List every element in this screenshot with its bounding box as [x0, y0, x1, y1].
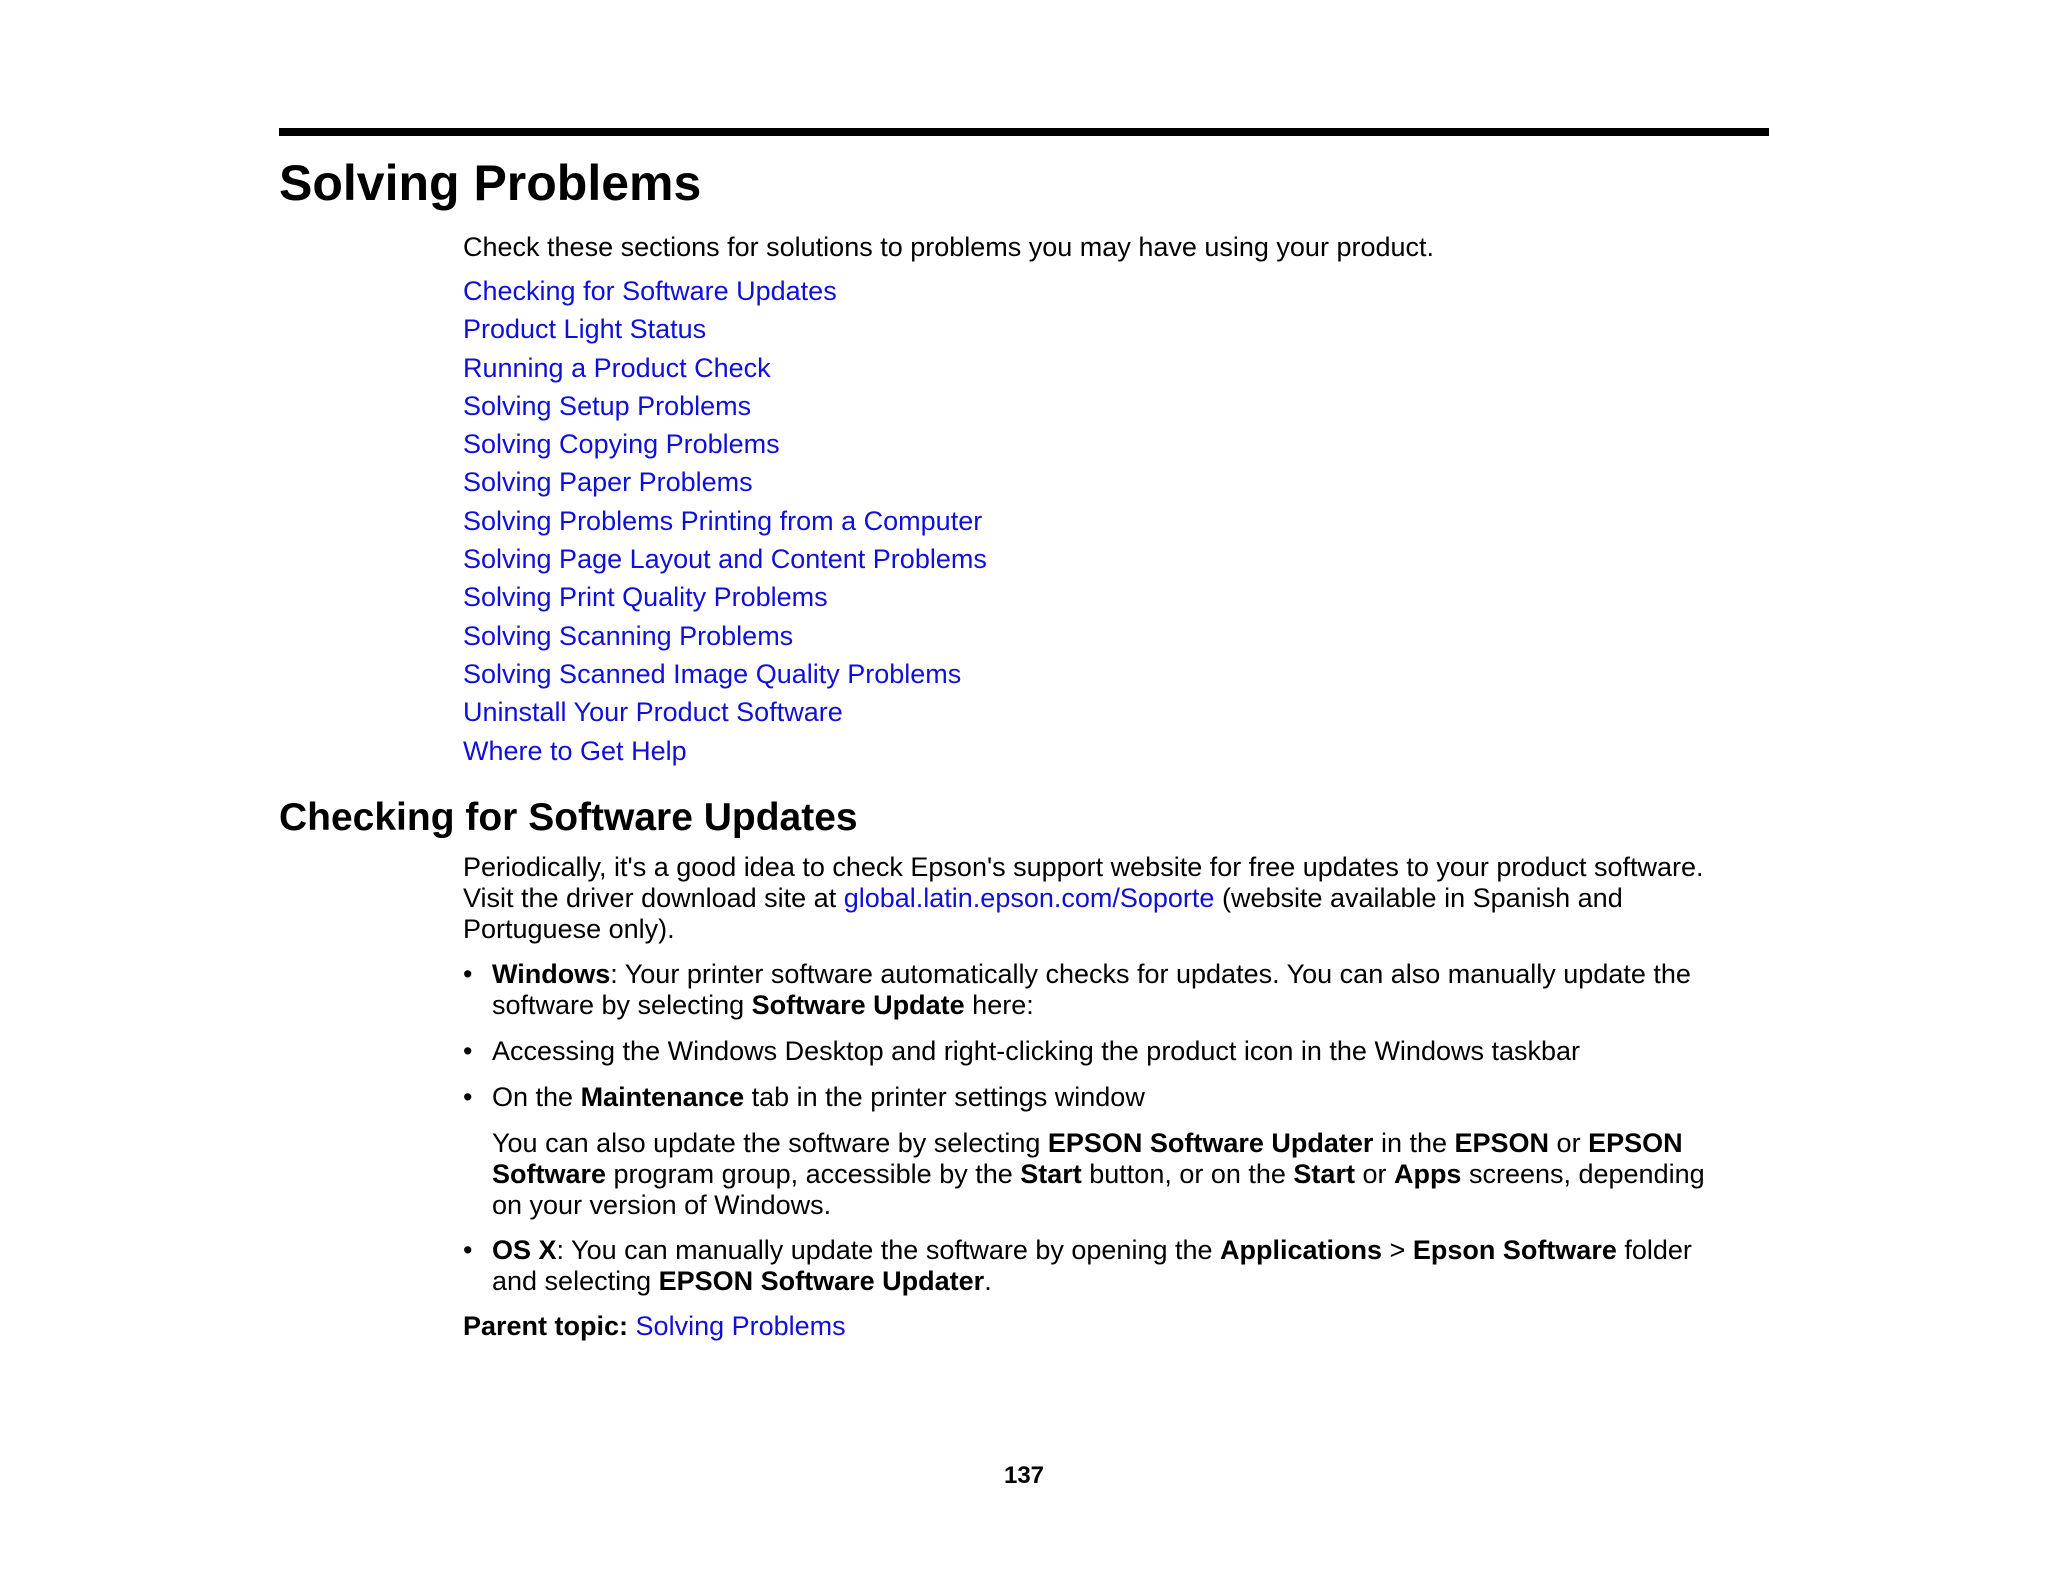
toc-item [463, 387, 987, 425]
toc-item [463, 502, 987, 540]
parent-topic-label: Parent topic: [463, 1311, 629, 1341]
toc-link-printing-from-computer[interactable]: Solving Problems Printing from a Computer [463, 505, 983, 536]
bold-term: Applications [1220, 1235, 1383, 1265]
bold-term: Start [1020, 1159, 1082, 1189]
paragraph-text: button, or on the [1081, 1159, 1294, 1189]
support-site-link[interactable]: global.latin.epson.com/Soporte [843, 883, 1215, 913]
section-title: Checking for Software Updates [279, 796, 858, 839]
paragraph-text: Portuguese only). [463, 914, 675, 944]
toc-item [463, 349, 987, 387]
maintenance-term: Maintenance [580, 1082, 745, 1112]
toc-item [463, 425, 987, 463]
bullet-text: here: [964, 990, 1034, 1020]
toc-link-scanning-problems[interactable]: Solving Scanning Problems [463, 620, 794, 651]
paragraph-text: (website available in Spanish and [1214, 883, 1623, 913]
sub-bullet-text: On the [492, 1082, 581, 1112]
parent-topic-link[interactable]: Solving Problems [635, 1311, 846, 1341]
toc-item [463, 578, 987, 616]
paragraph-text: screens, depending [1461, 1159, 1705, 1189]
bullet-text: and selecting [492, 1266, 659, 1296]
bullet-icon: • [463, 959, 473, 989]
toc-item [463, 655, 987, 693]
bullet-osx [463, 1235, 1773, 1297]
sub-bullet-text: tab in the printer settings window [744, 1082, 1145, 1112]
software-update-term: Software Update [751, 990, 965, 1020]
bullet-text: : You can manually update the software by opening the [556, 1235, 1221, 1265]
toc-item [463, 732, 987, 770]
bullet-text: > [1382, 1235, 1413, 1265]
toc-item [463, 310, 987, 348]
toc-link-setup-problems[interactable]: Solving Setup Problems [463, 390, 752, 421]
paragraph-text: in the [1373, 1128, 1455, 1158]
toc-item [463, 272, 987, 310]
bold-term: EPSON [1588, 1128, 1683, 1158]
windows-also-paragraph [463, 1128, 1773, 1221]
toc-link-where-to-get-help[interactable]: Where to Get Help [463, 735, 687, 766]
paragraph-text: program group, accessible by the [606, 1159, 1021, 1189]
toc-link-print-quality[interactable]: Solving Print Quality Problems [463, 582, 828, 613]
bold-term: Software [492, 1159, 607, 1189]
toc-item [463, 463, 987, 501]
paragraph-text: Visit the driver download site at [463, 883, 844, 913]
bold-term: Epson Software [1412, 1235, 1617, 1265]
toc-list [463, 272, 987, 770]
bold-term: EPSON [1454, 1128, 1550, 1158]
bullet-icon: • [463, 1235, 473, 1265]
bullet-text: software by selecting [492, 990, 752, 1020]
bullet-icon: • [463, 1036, 473, 1066]
paragraph-text: You can also update the software by selecting [492, 1128, 1048, 1158]
toc-link-page-layout-content[interactable]: Solving Page Layout and Content Problems [463, 544, 987, 575]
section-body [463, 852, 1773, 1342]
toc-link-product-light-status[interactable]: Product Light Status [463, 314, 707, 345]
parent-topic [463, 1311, 1773, 1342]
windows-label: Windows [492, 959, 611, 989]
sub-bullet-maintenance [463, 1082, 1773, 1113]
bold-term: Apps [1393, 1159, 1462, 1189]
toc-link-scanned-image-quality[interactable]: Solving Scanned Image Quality Problems [463, 658, 962, 689]
intro-text: Check these sections for solutions to problems you may have using your product. [463, 232, 1434, 262]
bullet-text: folder [1616, 1235, 1692, 1265]
toc-item [463, 693, 987, 731]
bold-term: EPSON Software Updater [658, 1266, 985, 1296]
bold-term: Start [1293, 1159, 1355, 1189]
top-rule [279, 128, 1769, 136]
bullet-icon: • [463, 1082, 473, 1112]
toc-link-paper-problems[interactable]: Solving Paper Problems [463, 467, 753, 498]
page-number: 137 [1003, 1462, 1045, 1489]
toc-link-uninstall-software[interactable]: Uninstall Your Product Software [463, 697, 843, 728]
toc-item [463, 617, 987, 655]
paragraph-text: or [1549, 1128, 1589, 1158]
toc-link-copying-problems[interactable]: Solving Copying Problems [463, 429, 780, 460]
paragraph-text: on your version of Windows. [492, 1190, 832, 1220]
paragraph-text: or [1354, 1159, 1394, 1189]
page-title: Solving Problems [279, 155, 702, 211]
bullet-windows [463, 959, 1773, 1021]
bullet-text: : Your printer software automatically checks for updates. You can also manually update the [610, 959, 1691, 989]
toc-link-running-product-check[interactable]: Running a Product Check [463, 352, 771, 383]
osx-label: OS X [492, 1235, 557, 1265]
bullet-text: . [984, 1266, 992, 1296]
sub-bullet-desktop [463, 1036, 1773, 1067]
intro-paragraph [463, 852, 1773, 945]
bold-term: EPSON Software Updater [1047, 1128, 1374, 1158]
toc-item [463, 540, 987, 578]
paragraph-text: Periodically, it's a good idea to check Epson's support website for free updates to your product software. [463, 852, 1704, 882]
toc-link-checking-software-updates[interactable]: Checking for Software Updates [463, 276, 837, 306]
sub-bullet-text: Accessing the Windows Desktop and right-clicking the product icon in the Windows taskbar [492, 1036, 1581, 1066]
